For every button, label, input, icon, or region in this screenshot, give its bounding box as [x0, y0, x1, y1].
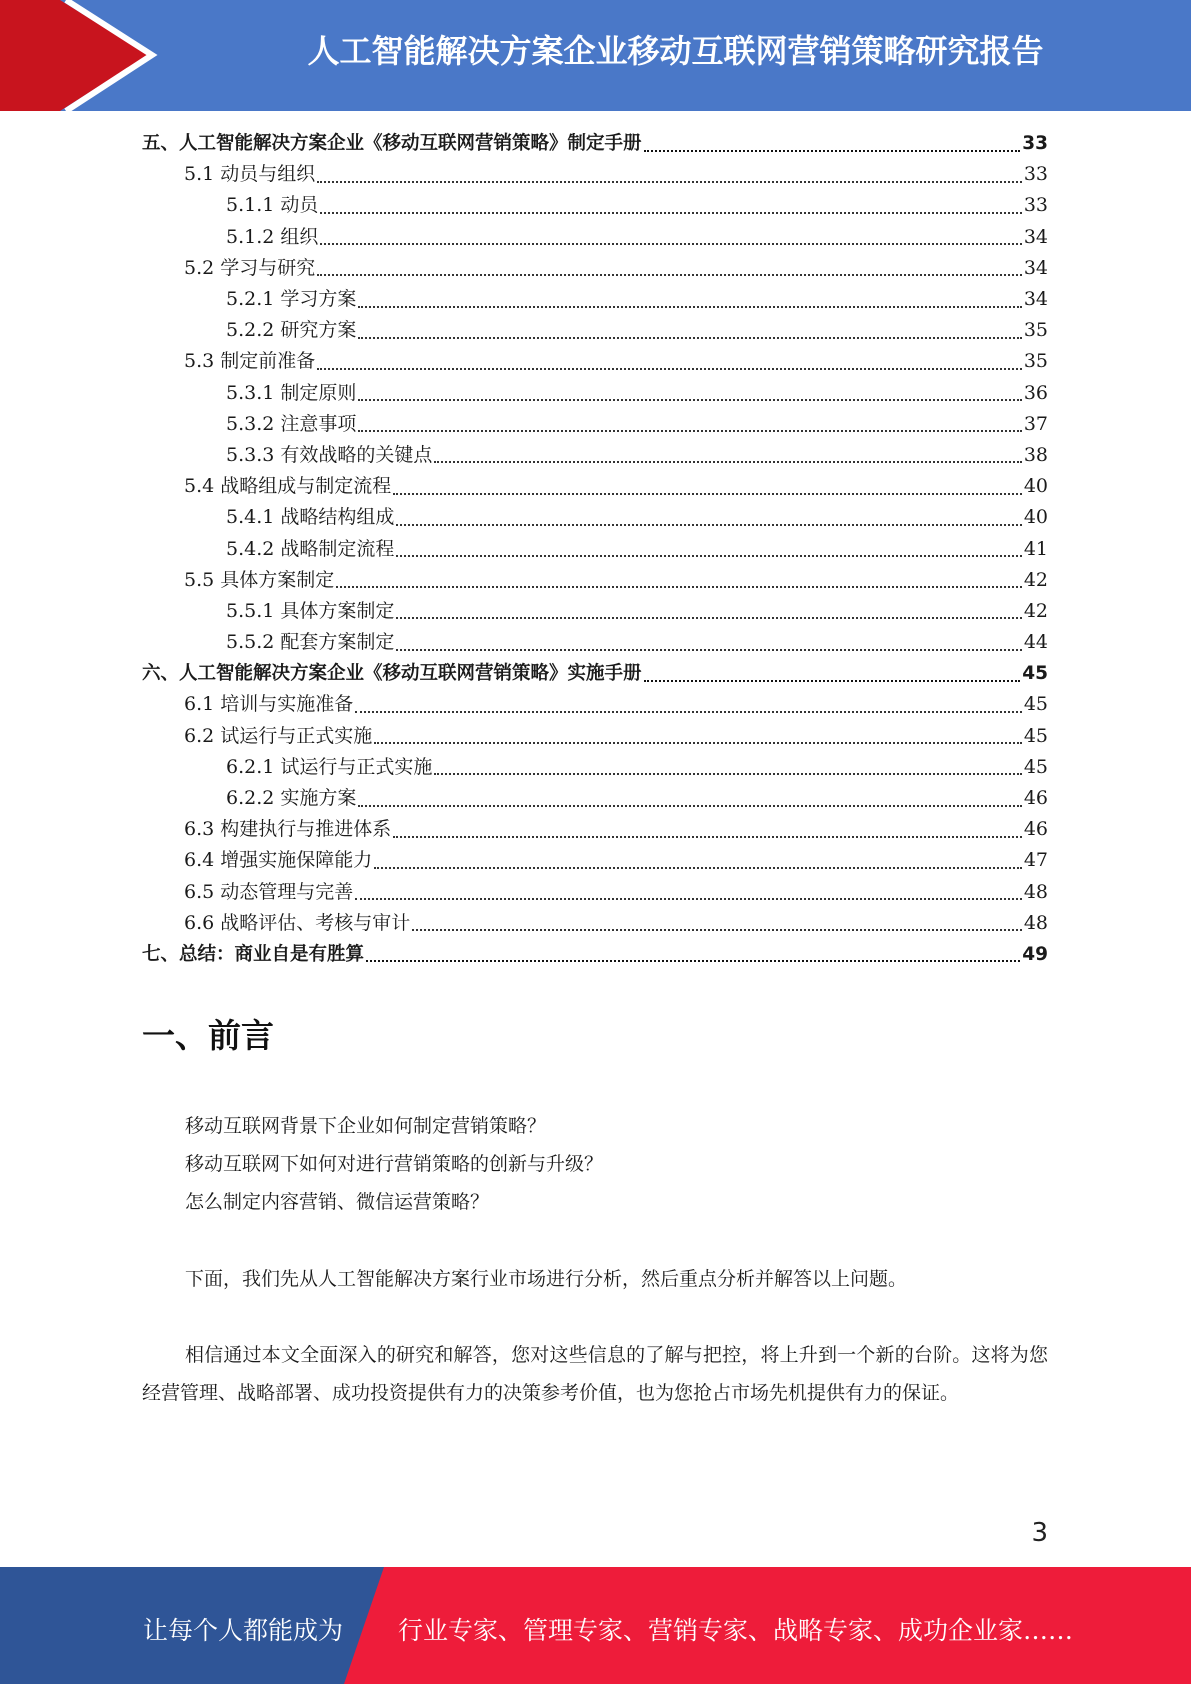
- toc-entry-title: 六、人工智能解决方案企业《移动互联网营销策略》实施手册: [142, 663, 642, 685]
- toc-entry-title: 6.4 增强实施保障能力: [184, 849, 373, 872]
- toc-entry[interactable]: [142, 658, 1048, 689]
- toc-entry[interactable]: [142, 877, 1048, 908]
- toc-entry[interactable]: [142, 908, 1048, 939]
- toc-entry-page: 47: [1023, 849, 1048, 872]
- toc-dot-leader: [320, 212, 1021, 214]
- toc-entry[interactable]: [142, 378, 1048, 409]
- toc-entry[interactable]: [142, 315, 1048, 346]
- toc-entry-title: 6.6 战略评估、考核与审计: [184, 911, 411, 934]
- toc-entry[interactable]: [142, 721, 1048, 752]
- toc-entry[interactable]: [142, 284, 1048, 315]
- toc-dot-leader: [374, 742, 1022, 744]
- toc-dot-leader: [336, 586, 1022, 588]
- intro-question-1: 移动互联网背景下企业如何制定营销策略？: [185, 1115, 547, 1137]
- toc-dot-leader: [317, 274, 1022, 276]
- toc-entry-page: 40: [1023, 506, 1048, 529]
- toc-dot-leader: [374, 867, 1022, 869]
- toc-dot-leader: [396, 649, 1021, 651]
- intro-question-2: 移动互联网下如何对进行营销策略的创新与升级？: [185, 1153, 604, 1175]
- toc-entry-title: 5.5 具体方案制定: [184, 568, 335, 591]
- toc-entry[interactable]: [142, 128, 1048, 159]
- toc-entry-title: 5.2.2 研究方案: [226, 319, 357, 342]
- toc-dot-leader: [412, 929, 1022, 931]
- toc-entry-title: 6.2 试运行与正式实施: [184, 724, 373, 747]
- toc-entry[interactable]: [142, 190, 1048, 221]
- toc-entry-title: 6.1 培训与实施准备: [184, 693, 354, 716]
- toc-entry-page: 40: [1023, 475, 1048, 498]
- toc-entry[interactable]: [142, 752, 1048, 783]
- toc-entry-title: 5.3.3 有效战略的关键点: [226, 443, 433, 466]
- toc-entry-page: 35: [1023, 350, 1048, 373]
- toc-entry[interactable]: [142, 159, 1048, 190]
- toc-dot-leader: [644, 150, 1021, 152]
- toc-entry-page: 33: [1022, 133, 1048, 155]
- toc-entry[interactable]: [142, 565, 1048, 596]
- toc-dot-leader: [355, 898, 1022, 900]
- toc-entry-page: 45: [1023, 755, 1048, 778]
- toc-dot-leader: [317, 368, 1022, 370]
- toc-dot-leader: [396, 524, 1021, 526]
- toc-entry[interactable]: [142, 689, 1048, 720]
- toc-entry-page: 35: [1023, 319, 1048, 342]
- toc-entry-page: 45: [1023, 693, 1048, 716]
- toc-entry-page: 46: [1023, 787, 1048, 810]
- toc-entry-page: 48: [1023, 911, 1048, 934]
- toc-entry[interactable]: [142, 783, 1048, 814]
- toc-entry-page: 44: [1023, 631, 1048, 654]
- toc-entry-title: 5.5.2 配套方案制定: [226, 631, 395, 654]
- toc-entry-page: 41: [1023, 537, 1048, 560]
- toc-entry-title: 5.1.1 动员: [226, 194, 319, 217]
- conclusion-paragraph: 相信通过本文全面深入的研究和解答，您对这些信息的了解与把控，将上升到一个新的台阶。这将为您经营管理、战略部署、成功投资提供有力的决策参考价值，也为您抢占市场先机提供有力的保证。: [142, 1344, 1048, 1404]
- toc-entry[interactable]: [142, 440, 1048, 471]
- toc-dot-leader: [358, 337, 1021, 339]
- toc-dot-leader: [320, 243, 1021, 245]
- toc-entry[interactable]: [142, 346, 1048, 377]
- toc-dot-leader: [317, 181, 1022, 183]
- toc-entry-page: 45: [1022, 663, 1048, 685]
- page-header: [0, 0, 1191, 111]
- toc-entry[interactable]: [142, 253, 1048, 284]
- toc-entry-title: 5.3.1 制定原则: [226, 381, 357, 404]
- toc-entry-title: 5.1 动员与组织: [184, 163, 316, 186]
- toc-entry[interactable]: [142, 471, 1048, 502]
- toc-entry-page: 42: [1023, 568, 1048, 591]
- toc-entry-page: 49: [1022, 943, 1048, 965]
- toc-entry-page: 45: [1023, 724, 1048, 747]
- toc-entry[interactable]: [142, 845, 1048, 876]
- toc-entry-title: 5.4.2 战略制定流程: [226, 537, 395, 560]
- toc-entry-page: 33: [1023, 163, 1048, 186]
- toc-entry-page: 34: [1023, 256, 1048, 279]
- footer-slogan-right: 行业专家、管理专家、营销专家、战略专家、成功企业家……: [398, 1616, 1074, 1645]
- toc-dot-leader: [358, 399, 1021, 401]
- toc-entry-page: 33: [1023, 194, 1048, 217]
- toc-entry-page: 48: [1023, 880, 1048, 903]
- toc-entry[interactable]: [142, 409, 1048, 440]
- toc-dot-leader: [355, 711, 1022, 713]
- toc-dot-leader: [434, 461, 1021, 463]
- toc-entry-title: 5.5.1 具体方案制定: [226, 599, 395, 622]
- toc-entry-page: 42: [1023, 599, 1048, 622]
- toc-entry-page: 34: [1023, 225, 1048, 248]
- toc-entry[interactable]: [142, 533, 1048, 564]
- toc-entry[interactable]: [142, 939, 1048, 970]
- toc-dot-leader: [393, 836, 1022, 838]
- toc-entry[interactable]: [142, 627, 1048, 658]
- page-number: 3: [1031, 1518, 1048, 1548]
- toc-entry-title: 七、总结：商业自是有胜算: [142, 943, 365, 965]
- toc-dot-leader: [358, 805, 1021, 807]
- toc-entry-title: 5.1.2 组织: [226, 225, 319, 248]
- toc-entry[interactable]: [142, 502, 1048, 533]
- toc-entry[interactable]: [142, 596, 1048, 627]
- toc-entry-title: 5.3.2 注意事项: [226, 412, 357, 435]
- toc-dot-leader: [434, 773, 1021, 775]
- toc-entry-title: 5.2 学习与研究: [184, 256, 316, 279]
- toc-entry-page: 36: [1023, 381, 1048, 404]
- toc-dot-leader: [644, 680, 1021, 682]
- footer-slogan-left: 让每个人都能成为: [143, 1616, 344, 1645]
- toc-entry-title: 6.2.1 试运行与正式实施: [226, 755, 433, 778]
- toc-entry-title: 6.3 构建执行与推进体系: [184, 818, 392, 841]
- toc-entry-title: 6.5 动态管理与完善: [184, 880, 354, 903]
- header-chevron-decoration: [0, 0, 160, 111]
- toc-entry[interactable]: [142, 222, 1048, 253]
- page-footer: [0, 1567, 1191, 1684]
- intro-paragraph: 下面，我们先从人工智能解决方案行业市场进行分析，然后重点分析并解答以上问题。: [185, 1268, 908, 1290]
- toc-dot-leader: [396, 555, 1021, 557]
- toc-dot-leader: [396, 617, 1021, 619]
- toc-entry-page: 37: [1023, 412, 1048, 435]
- intro-question-3: 怎么制定内容营销、微信运营策略？: [185, 1191, 490, 1213]
- toc-entry-title: 5.4.1 战略结构组成: [226, 506, 395, 529]
- toc-entry-title: 5.4 战略组成与制定流程: [184, 475, 392, 498]
- toc-entry-title: 5.2.1 学习方案: [226, 288, 357, 311]
- section-title: 一、前言: [142, 1016, 274, 1055]
- toc-entry-page: 34: [1023, 288, 1048, 311]
- toc-dot-leader: [366, 960, 1020, 962]
- toc-entry[interactable]: [142, 814, 1048, 845]
- toc-entry-page: 38: [1023, 443, 1048, 466]
- header-title: 人工智能解决方案企业移动互联网营销策略研究报告: [307, 32, 1044, 70]
- toc-entry-title: 5.3 制定前准备: [184, 350, 316, 373]
- toc-entry-title: 五、人工智能解决方案企业《移动互联网营销策略》制定手册: [142, 133, 642, 155]
- table-of-contents: [142, 128, 1048, 970]
- toc-dot-leader: [358, 306, 1021, 308]
- toc-entry-page: 46: [1023, 818, 1048, 841]
- toc-dot-leader: [358, 430, 1021, 432]
- toc-entry-title: 6.2.2 实施方案: [226, 787, 357, 810]
- toc-dot-leader: [393, 493, 1022, 495]
